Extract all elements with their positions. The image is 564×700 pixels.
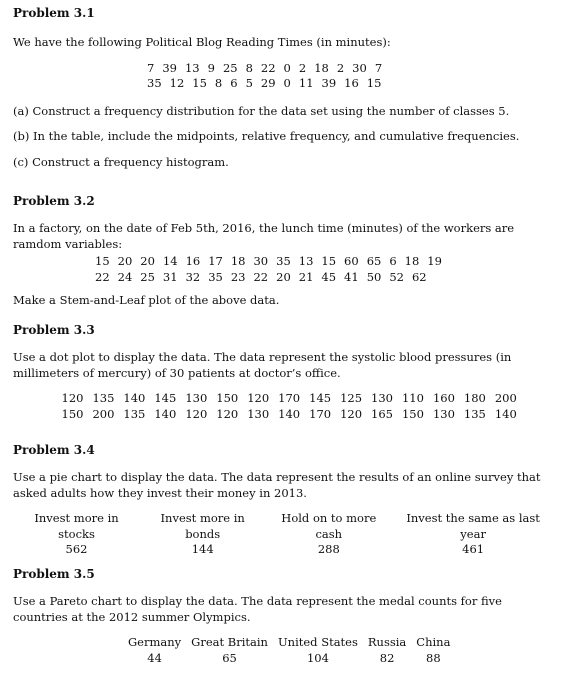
- data-value: 22: [260, 60, 276, 75]
- data-value: 13: [184, 60, 200, 75]
- table-header: United States: [277, 635, 358, 650]
- data-value: 120: [61, 391, 84, 406]
- data-value: 145: [309, 391, 332, 406]
- data-value: 20: [140, 254, 155, 269]
- data-value: 160: [432, 391, 455, 406]
- data-block: [13, 254, 554, 285]
- part-b: (b) In the table, include the midpoints, relative frequency, and cumulative frequencies.: [13, 129, 520, 144]
- table-cell: 562: [65, 542, 88, 557]
- data-row: [143, 76, 554, 92]
- data-value: 62: [411, 269, 427, 284]
- table-header: Great Britain: [191, 635, 268, 650]
- data-value: 140: [494, 406, 517, 421]
- data-row: [143, 61, 554, 77]
- table-cell: 288: [317, 542, 340, 557]
- data-value: 6: [389, 254, 397, 269]
- data-value: 120: [185, 406, 208, 421]
- problem-3-2: [13, 193, 554, 309]
- table-header: Invest more in stocks: [34, 511, 119, 541]
- data-value: 20: [276, 269, 291, 284]
- data-value: 130: [371, 391, 393, 406]
- problem-3-3: [13, 322, 554, 422]
- table-header: Invest more in bonds: [160, 511, 245, 541]
- data-value: 52: [389, 269, 404, 284]
- problem-3-1: [13, 5, 554, 170]
- problem-intro: We have the following Political Blog Reading Times (in minutes):: [13, 35, 391, 50]
- data-value: 110: [401, 391, 424, 406]
- data-value: 8: [214, 76, 223, 91]
- data-value: 25: [140, 269, 155, 284]
- data-value: 120: [340, 406, 363, 421]
- part-c: (c) Construct a frequency histogram.: [13, 154, 229, 169]
- data-value: 24: [117, 269, 133, 284]
- data-value: 200: [92, 406, 115, 421]
- task-text: Make a Stem-and-Leaf plot of the above data.: [13, 293, 280, 308]
- problem-title: Problem 3.5: [13, 567, 95, 581]
- data-value: 20: [117, 254, 133, 269]
- problem-intro: Use a Pareto chart to display the data. The data represent the medal counts for five countries at the 2012 summer Olympics.: [13, 594, 502, 624]
- problem-title: Problem 3.4: [13, 443, 95, 457]
- data-value: 180: [463, 391, 486, 406]
- data-value: 29: [260, 76, 276, 91]
- data-value: 5: [245, 76, 253, 91]
- data-row: [91, 270, 554, 286]
- data-value: 2: [298, 60, 307, 75]
- data-value: 18: [404, 254, 420, 269]
- table-row: [123, 651, 455, 667]
- data-value: 200: [494, 391, 517, 406]
- data-value: 35: [276, 254, 291, 269]
- table-cell: 104: [306, 650, 329, 665]
- data-value: 120: [216, 406, 239, 421]
- data-value: 17: [208, 254, 223, 269]
- data-value: 15: [321, 254, 337, 269]
- data-value: 16: [344, 76, 359, 91]
- table-header: Invest the same as last year: [406, 511, 540, 541]
- data-value: 18: [314, 60, 329, 75]
- table-header-row: [123, 635, 455, 651]
- data-value: 39: [321, 76, 337, 91]
- data-value: 32: [185, 269, 201, 284]
- data-value: 60: [344, 254, 359, 269]
- data-value: 19: [427, 254, 442, 269]
- data-value: 39: [162, 60, 177, 75]
- table-cell: 65: [222, 650, 237, 665]
- problem-intro: Use a dot plot to display the data. The data represent the systolic blood pressures (in millimeters of mercury) of 30 patients at doctor’s office.: [13, 350, 512, 380]
- data-value: 125: [340, 391, 363, 406]
- data-value: 22: [253, 269, 269, 284]
- problem-3-5: [13, 566, 554, 666]
- table-header: Russia: [367, 635, 407, 650]
- data-block: [13, 61, 554, 92]
- data-value: 35: [208, 269, 223, 284]
- data-value: 145: [154, 391, 177, 406]
- data-value: 30: [352, 60, 367, 75]
- data-value: 15: [95, 254, 110, 269]
- data-value: 130: [247, 406, 270, 421]
- data-value: 135: [463, 406, 486, 421]
- table-cell: 144: [191, 542, 214, 557]
- data-row: [57, 391, 554, 407]
- data-value: 150: [61, 406, 84, 421]
- table-header: China: [416, 635, 451, 650]
- data-value: 50: [366, 269, 382, 284]
- problem-title: Problem 3.2: [13, 194, 95, 208]
- survey-table: [13, 511, 554, 558]
- data-value: 2: [336, 60, 345, 75]
- data-value: 130: [185, 391, 208, 406]
- data-value: 0: [283, 76, 291, 91]
- data-value: 41: [344, 269, 359, 284]
- data-value: 150: [401, 406, 424, 421]
- data-value: 35: [147, 76, 162, 91]
- data-value: 140: [154, 406, 177, 421]
- data-value: 31: [162, 269, 178, 284]
- part-a: (a) Construct a frequency distribution for the data set using the number of classes 5.: [13, 103, 510, 118]
- problem-3-4: [13, 442, 554, 558]
- data-value: 14: [162, 254, 178, 269]
- problem-intro: Use a pie chart to display the data. The data represent the results of an online survey that asked adults how they invest their money in 2013.: [13, 470, 541, 500]
- data-value: 140: [123, 391, 146, 406]
- data-value: 21: [298, 269, 314, 284]
- table-header: Hold on to more cash: [281, 511, 377, 541]
- data-value: 16: [185, 254, 201, 269]
- table-cell: 88: [426, 650, 441, 665]
- problem-intro: In a factory, on the date of Feb 5th, 2016, the lunch time (minutes) of the workers are ramdom variables:: [13, 221, 515, 251]
- data-value: 18: [230, 254, 246, 269]
- data-value: 0: [283, 60, 291, 75]
- data-value: 120: [247, 391, 270, 406]
- data-row: [57, 407, 554, 423]
- table-header-row: [13, 511, 554, 542]
- data-value: 7: [374, 60, 383, 75]
- data-value: 15: [192, 76, 207, 91]
- problem-title: Problem 3.1: [13, 6, 95, 20]
- table-row: [13, 542, 554, 558]
- data-value: 170: [309, 406, 332, 421]
- table-cell: 82: [379, 650, 395, 665]
- data-value: 6: [230, 76, 238, 91]
- data-block: [13, 391, 554, 422]
- data-value: 30: [253, 254, 269, 269]
- data-value: 22: [95, 269, 110, 284]
- data-value: 7: [147, 60, 155, 75]
- data-row: [91, 254, 554, 270]
- table-cell: 461: [462, 542, 485, 557]
- medal-table: [123, 635, 455, 666]
- data-value: 135: [92, 391, 115, 406]
- data-value: 11: [298, 76, 314, 91]
- data-value: 23: [230, 269, 246, 284]
- table-header: Germany: [128, 635, 182, 650]
- table-cell: 44: [147, 650, 162, 665]
- problem-title: Problem 3.3: [13, 323, 95, 337]
- data-value: 13: [298, 254, 314, 269]
- data-value: 25: [222, 60, 238, 75]
- data-value: 65: [366, 254, 382, 269]
- data-value: 45: [321, 269, 337, 284]
- data-value: 12: [169, 76, 185, 91]
- data-value: 8: [245, 60, 253, 75]
- data-value: 130: [432, 406, 455, 421]
- data-value: 165: [371, 406, 393, 421]
- data-value: 140: [278, 406, 301, 421]
- data-value: 15: [366, 76, 382, 91]
- data-value: 170: [278, 391, 301, 406]
- data-value: 135: [123, 406, 146, 421]
- data-value: 9: [207, 60, 215, 75]
- data-value: 150: [216, 391, 239, 406]
